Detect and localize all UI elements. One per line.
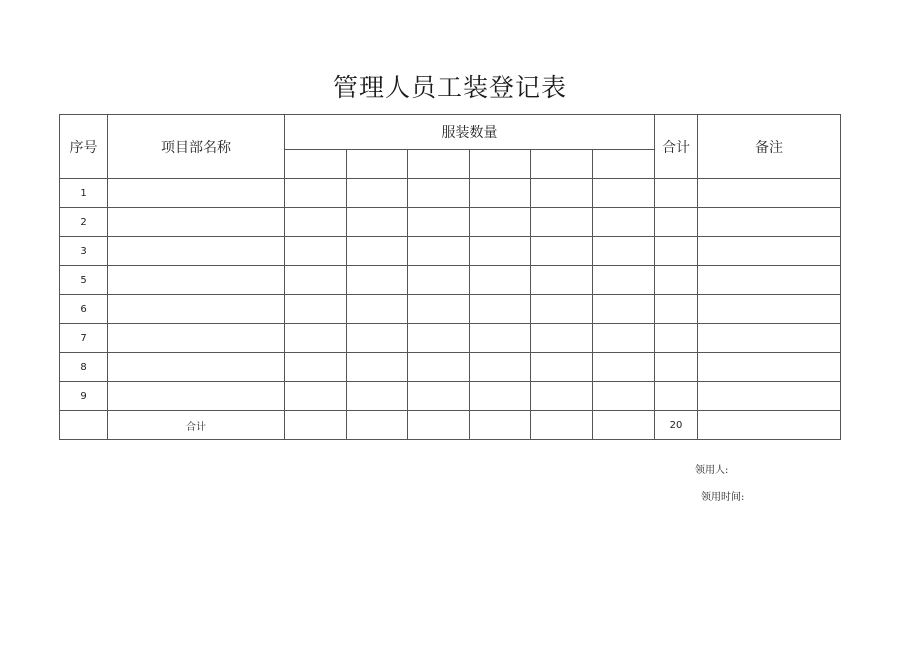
total-cell bbox=[655, 382, 698, 411]
row-seq: 3 bbox=[60, 237, 108, 266]
row-seq: 5 bbox=[60, 266, 108, 295]
quantity-subheader-cell bbox=[285, 150, 347, 179]
quantity-cell bbox=[531, 237, 593, 266]
table-row bbox=[60, 382, 841, 411]
quantity-cell bbox=[285, 266, 347, 295]
project-name-cell bbox=[108, 237, 285, 266]
quantity-cell bbox=[470, 382, 531, 411]
quantity-cell bbox=[593, 324, 655, 353]
header-project-name: 项目部名称 bbox=[108, 115, 285, 179]
row-seq: 7 bbox=[60, 324, 108, 353]
project-name-cell bbox=[108, 266, 285, 295]
quantity-cell bbox=[470, 411, 531, 440]
quantity-cell bbox=[470, 353, 531, 382]
remarks-cell bbox=[698, 208, 841, 237]
receive-time-label: 领用时间: bbox=[701, 492, 745, 503]
remarks-cell bbox=[698, 266, 841, 295]
quantity-cell bbox=[470, 266, 531, 295]
quantity-cell bbox=[408, 411, 470, 440]
table-row bbox=[60, 353, 841, 382]
row-seq: 8 bbox=[60, 353, 108, 382]
remarks-cell bbox=[698, 353, 841, 382]
quantity-cell bbox=[593, 266, 655, 295]
quantity-cell bbox=[285, 382, 347, 411]
header-seq: 序号 bbox=[60, 115, 108, 179]
quantity-cell bbox=[285, 208, 347, 237]
remarks-cell bbox=[698, 411, 841, 440]
quantity-cell bbox=[593, 411, 655, 440]
total-cell bbox=[655, 353, 698, 382]
quantity-subheader-cell bbox=[347, 150, 408, 179]
quantity-cell bbox=[593, 208, 655, 237]
quantity-cell bbox=[285, 179, 347, 208]
quantity-cell bbox=[347, 353, 408, 382]
quantity-cell bbox=[531, 179, 593, 208]
remarks-cell bbox=[698, 179, 841, 208]
quantity-cell bbox=[470, 179, 531, 208]
quantity-cell bbox=[347, 237, 408, 266]
quantity-cell bbox=[593, 179, 655, 208]
quantity-cell bbox=[470, 295, 531, 324]
quantity-cell bbox=[593, 295, 655, 324]
quantity-cell bbox=[285, 324, 347, 353]
quantity-subheader-cell bbox=[531, 150, 593, 179]
row-seq: 6 bbox=[60, 295, 108, 324]
page-title: 管理人员工装登记表 bbox=[332, 73, 567, 102]
project-name-cell bbox=[108, 382, 285, 411]
header-total: 合计 bbox=[655, 115, 698, 179]
quantity-cell bbox=[285, 237, 347, 266]
project-name-cell bbox=[108, 353, 285, 382]
project-name-cell bbox=[108, 208, 285, 237]
quantity-cell bbox=[347, 295, 408, 324]
table-row bbox=[60, 266, 841, 295]
row-seq: 9 bbox=[60, 382, 108, 411]
remarks-cell bbox=[698, 237, 841, 266]
quantity-cell bbox=[470, 237, 531, 266]
quantity-cell bbox=[347, 382, 408, 411]
total-cell bbox=[655, 266, 698, 295]
quantity-cell bbox=[285, 353, 347, 382]
quantity-cell bbox=[531, 295, 593, 324]
quantity-subheader-cell bbox=[408, 150, 470, 179]
total-row bbox=[60, 411, 841, 440]
total-cell bbox=[655, 295, 698, 324]
quantity-cell bbox=[593, 237, 655, 266]
table-row bbox=[60, 324, 841, 353]
quantity-cell bbox=[470, 208, 531, 237]
quantity-cell bbox=[531, 266, 593, 295]
total-row-label: 合计 bbox=[108, 411, 285, 440]
total-row-value: 20 bbox=[655, 411, 698, 440]
recipient-label: 领用人: bbox=[695, 465, 729, 476]
table-row bbox=[60, 237, 841, 266]
quantity-cell bbox=[285, 411, 347, 440]
quantity-cell bbox=[593, 382, 655, 411]
total-cell bbox=[655, 324, 698, 353]
quantity-cell bbox=[408, 382, 470, 411]
header-clothing-quantity: 服装数量 bbox=[285, 115, 655, 150]
row-seq: 2 bbox=[60, 208, 108, 237]
total-cell bbox=[655, 179, 698, 208]
quantity-cell bbox=[408, 266, 470, 295]
total-row-seq-cell bbox=[60, 411, 108, 440]
quantity-subheader-cell bbox=[593, 150, 655, 179]
row-seq: 1 bbox=[60, 179, 108, 208]
total-cell bbox=[655, 208, 698, 237]
remarks-cell bbox=[698, 382, 841, 411]
quantity-cell bbox=[531, 382, 593, 411]
remarks-cell bbox=[698, 295, 841, 324]
quantity-cell bbox=[347, 266, 408, 295]
quantity-cell bbox=[347, 208, 408, 237]
quantity-cell bbox=[531, 324, 593, 353]
quantity-cell bbox=[531, 411, 593, 440]
quantity-cell bbox=[408, 353, 470, 382]
quantity-cell bbox=[408, 324, 470, 353]
project-name-cell bbox=[108, 295, 285, 324]
quantity-cell bbox=[408, 295, 470, 324]
table-row bbox=[60, 179, 841, 208]
total-cell bbox=[655, 237, 698, 266]
quantity-cell bbox=[408, 179, 470, 208]
quantity-cell bbox=[593, 353, 655, 382]
table-row bbox=[60, 208, 841, 237]
quantity-subheader-cell bbox=[470, 150, 531, 179]
project-name-cell bbox=[108, 179, 285, 208]
quantity-cell bbox=[285, 295, 347, 324]
quantity-cell bbox=[408, 208, 470, 237]
table-row bbox=[60, 295, 841, 324]
quantity-cell bbox=[408, 237, 470, 266]
remarks-cell bbox=[698, 324, 841, 353]
quantity-cell bbox=[347, 324, 408, 353]
project-name-cell bbox=[108, 324, 285, 353]
quantity-cell bbox=[531, 353, 593, 382]
header-remarks: 备注 bbox=[698, 115, 841, 179]
registration-table bbox=[59, 114, 841, 440]
quantity-cell bbox=[531, 208, 593, 237]
quantity-cell bbox=[347, 179, 408, 208]
quantity-cell bbox=[347, 411, 408, 440]
quantity-cell bbox=[470, 324, 531, 353]
